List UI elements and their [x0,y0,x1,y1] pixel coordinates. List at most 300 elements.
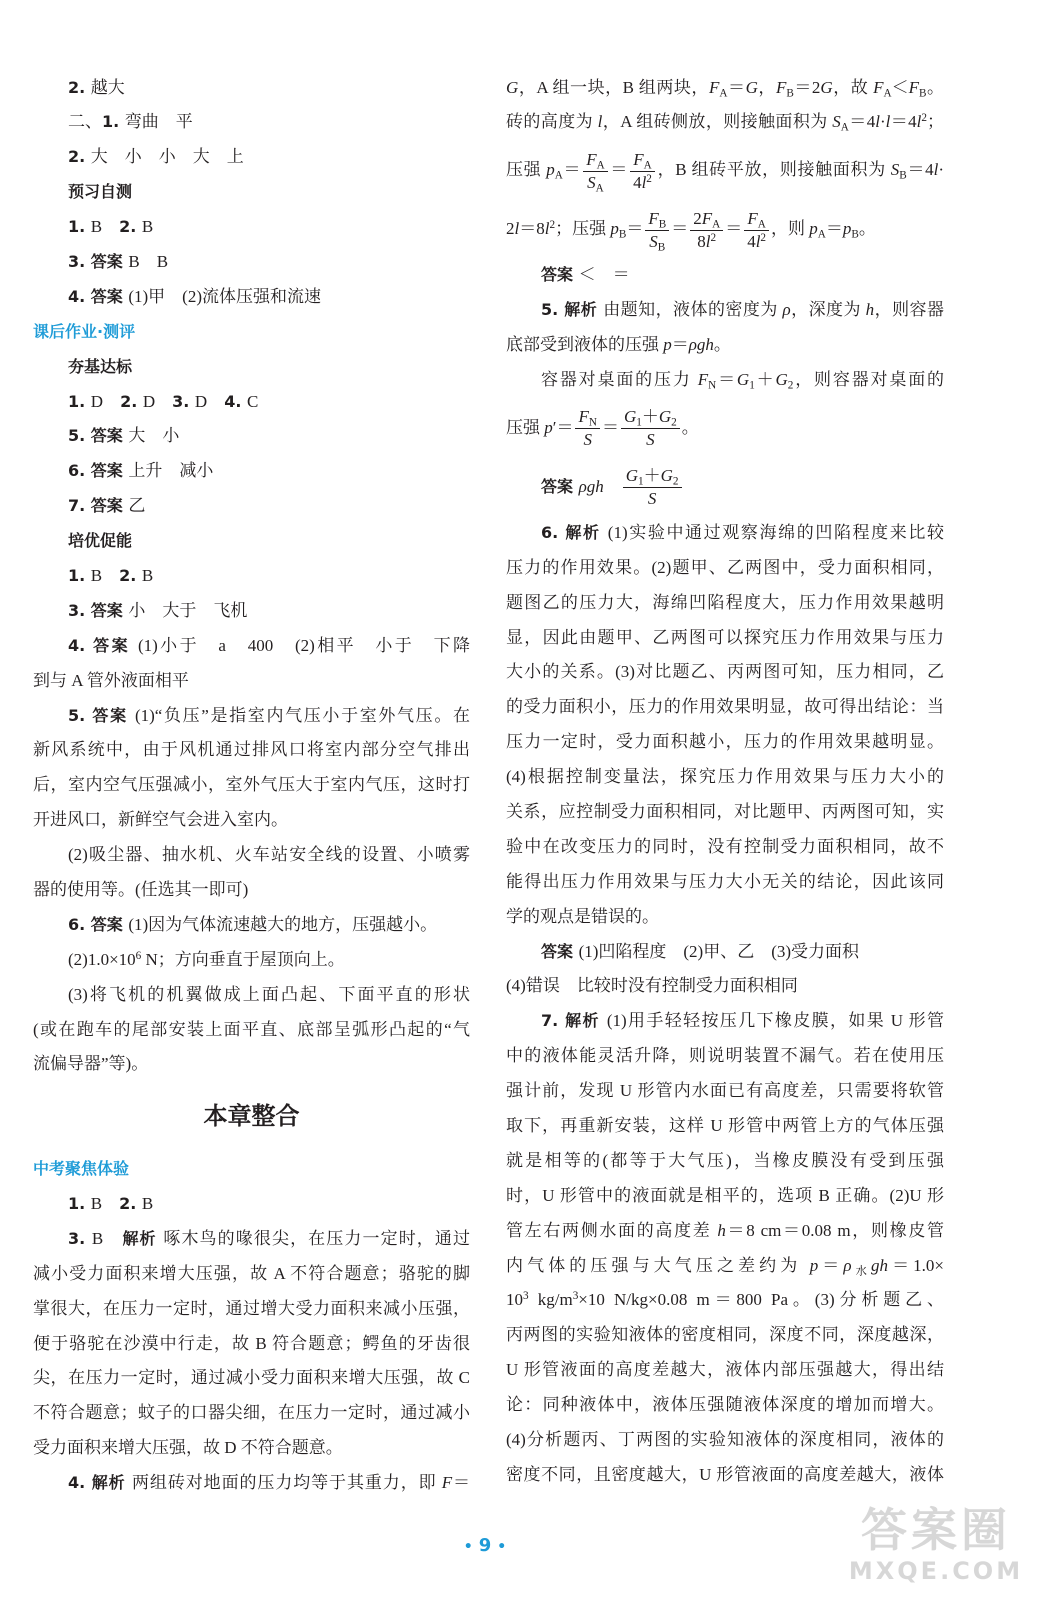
text-line [33,1187,470,1222]
text-line [33,1361,470,1396]
text-line [506,760,944,795]
math-variable: F [578,407,589,427]
math-variable: ρ [782,300,791,320]
paragraph [33,71,470,106]
superscript: 2 [646,172,652,185]
text-span: 能得出压力作用效果与压力大小无关的结论，因此该同 [506,871,944,891]
fraction-numerator [630,150,655,172]
text-line [33,105,470,140]
paragraph [33,175,470,210]
bold-label: 4. [224,391,247,411]
text-line [506,105,944,140]
text-line [33,210,470,245]
text-line [33,1396,470,1431]
text-span: 丙两图的实验知液体的密度相同，深度不同，深度越深， [506,1325,944,1345]
text-span: · [879,112,886,132]
text-span: 时，U 形管中的液面就是相平的，选项 B 正确。(2)U 形 [506,1185,944,1205]
math-variable: ρgh [578,476,604,496]
paragraph [506,516,944,935]
text-line [506,516,944,551]
math-variable: F [586,149,597,169]
subscript: A [596,159,605,172]
math-variable: G [736,369,750,389]
math-variable: gh [870,1255,888,1275]
text-span: 课后作业·测评 [33,321,136,341]
text-span: 大 小 小 大 上 [90,147,244,167]
footer-dot-left: • [463,1539,473,1555]
fraction [621,407,680,450]
fraction-numerator [583,150,608,172]
bold-label: 2. [119,565,142,585]
text-span: ； [927,112,944,132]
text-line [33,873,470,908]
math-variable: p [842,219,852,239]
paragraph [506,1004,944,1492]
superscript: 3 [523,1290,529,1303]
text-span: ＝ [562,160,582,180]
subscript: A [840,121,849,134]
continued-paragraph [506,969,944,1004]
text-span: ＝ [609,160,629,180]
bold-label: 4. 答案 [68,286,129,306]
text-span: kg/m [528,1290,573,1310]
paragraph [33,699,470,839]
fraction-numerator [690,209,723,231]
text-span: ＝ [626,219,644,239]
text-span: 。 [926,77,944,97]
text-line [506,258,944,293]
paragraph [33,454,470,489]
text-span: 器的使用等。(任选其一即可) [33,879,249,899]
math-variable: ρgh [688,335,714,355]
text-span: 开进风口，新鲜空气会进入室内。 [33,810,288,830]
math-variable: S [646,430,655,450]
text-span: ＝4 [890,112,917,132]
text-line [506,865,944,900]
text-span: ＝ [671,335,689,355]
text-line [506,199,944,258]
math-variable: l [875,112,880,132]
text-line [506,1388,944,1423]
paragraph [33,419,470,454]
text-span: 密度不同，且密度越大，U 形管液面的高度差越大，液体 [506,1464,944,1484]
text-span: 新风系统中，由于风机通过排风口将室内部分空气排出 [33,740,470,760]
paragraph [33,350,470,385]
bold-label: 解析 [122,1228,164,1248]
text-span: 到与 A 管外液面相平 [33,670,189,690]
text-span: ＜ ＝ [578,265,630,285]
text-span: 由题知，液体的密度为 [603,300,783,320]
math-variable: ρ [843,1255,852,1275]
text-span: 取下，再重新安装，这样 U 形管中两管上方的气体压强 [506,1115,944,1135]
text-line [506,1458,944,1493]
subscript: B [657,241,666,254]
text-span: (或在跑车的尾部安装上面平直、底部呈弧形凸起的“气 [33,1019,470,1039]
paragraph [33,489,470,524]
text-line [33,245,470,280]
text-span: 。 [713,335,731,355]
text-span: B [90,217,120,237]
text-span: 减小受力面积来增大压强，故 A 不符合题意；骆驼的脚 [33,1263,470,1283]
bold-label: 答案 [541,265,579,285]
math-variable: G [625,466,639,486]
math-variable: l [755,231,761,251]
math-variable: p [610,219,619,239]
text-span: ＝4 [906,160,934,180]
paragraph [33,594,470,629]
text-line [506,1249,944,1284]
paragraph [33,105,470,140]
text-span: (1)甲 (2)流体压强和流速 [128,286,322,306]
text-line [506,1353,944,1388]
math-variable: G [745,77,758,97]
bold-label: 3. 答案 [68,251,129,271]
bold-label: 1. [102,112,125,132]
fraction [690,209,723,252]
paragraph [33,559,470,594]
text-span: 不符合题意；蚊子的口器尖细，在压力一定时，通过减小 [33,1403,470,1423]
text-line [33,315,470,350]
text-span: 2 [506,219,515,239]
bold-label: 3. [172,391,195,411]
math-variable: l [705,231,711,251]
text-span: ，深度为 [790,300,866,320]
text-line [33,559,470,594]
text-span: (4)分析题丙、丁两图的实验知液体的深度相同，液体的 [506,1430,944,1449]
text-line [33,1082,470,1152]
math-variable: S [832,112,841,132]
fraction [645,209,669,252]
fraction [623,466,682,509]
subscript: 水 [851,1265,871,1278]
paragraph [33,1187,470,1222]
fraction-denominator [583,172,608,193]
math-variable: l [916,112,922,132]
fraction-denominator [623,488,682,509]
bold-label: 4. 解析 [68,1473,133,1493]
left-column [33,71,470,1502]
bold-label: 5. 解析 [541,300,604,320]
subscript: B [786,87,794,100]
subscript: A [712,218,721,231]
text-line [506,830,944,865]
text-span: ＝ [671,219,689,239]
paragraph [506,457,944,516]
text-span: B [141,1194,154,1214]
text-span: ＝2 [793,77,821,97]
text-line [506,725,944,760]
text-line [33,140,470,175]
text-line [33,1257,470,1292]
text-line [506,71,944,106]
math-variable: F [633,149,644,169]
text-line [506,293,944,328]
text-span: 的受力面积小，压力的作用效果明显，故可得出结论：当 [506,697,944,717]
text-line [33,385,470,420]
fraction-denominator [744,231,769,252]
bold-label: 6. 解析 [541,522,608,542]
text-span: ＝ [818,1255,844,1275]
superscript: 2 [760,231,767,244]
text-span: C [246,391,259,411]
math-variable: S [587,172,596,192]
paragraph [506,935,944,970]
bold-label: 2. [68,77,91,97]
paragraph [33,524,470,559]
text-span: 本章整合 [203,1102,300,1131]
math-variable: F [441,1473,453,1493]
math-variable: F [701,208,713,228]
fraction-denominator [690,231,723,252]
text-span: (1)小于 a 400 (2)相平 小于 下降 [137,635,470,655]
text-line [506,935,944,970]
math-variable: l [933,160,939,180]
text-span: 容器对桌面的压力 [541,369,698,389]
bold-label: 培优促能 [68,531,133,551]
text-line [506,1144,944,1179]
text-span: 强计前，发现 U 形管内水面已有高度差，只需要将软管 [506,1081,944,1101]
text-span: 2 [693,208,702,228]
bold-label: 5. 答案 [68,426,129,446]
text-span: 啄木鸟的喙很尖，在压力一定时，通过 [163,1228,470,1248]
fraction-numerator [575,407,600,429]
fraction-numerator [645,209,669,231]
subscript: A [817,228,826,241]
text-span: U 形管液面的高度差越大，液体内部压强越大，得出结 [506,1360,944,1380]
text-span: ＝ [601,417,619,437]
chapter-title [33,1082,470,1152]
math-variable: p [809,219,818,239]
text-line [33,908,470,943]
math-variable: l [885,112,891,132]
text-line [506,140,944,199]
text-span: 验中在改变压力的同时，没有控制受力面积相同，故不 [506,836,944,856]
text-span: B [141,565,154,585]
text-span: 。 [681,417,699,437]
subscript: A [643,159,652,172]
text-line [33,699,470,734]
site-watermark [831,1504,1041,1590]
paragraph [33,210,470,245]
subscript: B [851,228,859,241]
footer-dot-right: • [497,1539,507,1555]
text-line [33,489,470,524]
text-span: 学的观点是错误的。 [506,906,659,926]
text-span: D [90,391,121,411]
math-variable: S [647,489,657,509]
fraction [630,150,655,193]
text-span: ＝1.0× [887,1255,944,1275]
math-variable: h [717,1220,726,1240]
subscript: A [757,218,766,231]
text-span: ×10 N/kg×0.08 m＝800 Pa。(3)分析题乙、 [578,1290,944,1310]
text-span: 4 [747,231,756,251]
subscript: B [658,218,667,231]
text-line [506,1074,944,1109]
section-heading [33,315,470,350]
text-span: 尖，在压力一定时，通过减小受力面积来增大压强，故 C [33,1368,470,1388]
superscript: 2 [921,112,928,125]
text-line [506,363,944,398]
paragraph [33,280,470,315]
text-span: 关系，应控制受力面积相同，对比题甲、丙两图可知，实 [506,801,944,821]
text-span: D [142,391,173,411]
bold-label: 2. [120,391,143,411]
text-line [506,795,944,830]
text-line [33,664,470,699]
paragraph [33,1222,470,1466]
text-span: ＝8 cm＝0.08 m，则橡皮管 [725,1220,944,1240]
superscript: 2 [549,219,556,232]
superscript: 6 [135,949,142,962]
math-variable: F [697,369,709,389]
text-span: 压强 [506,417,545,437]
text-span: (1)凹陷程度 (2)甲、乙 (3)受力面积 [578,941,860,961]
text-span: 底部受到液体的压强 [506,335,664,355]
text-span: 二、 [68,112,102,132]
text-span: 后，室内空气压强减小，室外气压大于室内气压，这时打 [33,775,470,795]
subscript: B [618,228,627,241]
text-span: 题图乙的压力大，海绵凹陷程度大，压力作用效果越明 [506,592,944,612]
text-span: 弯曲 平 [124,112,193,132]
text-span: 8 [697,231,706,251]
math-variable: F [908,77,919,97]
subscript: B [919,87,927,100]
bold-label: 6. 答案 [68,914,129,934]
bold-label: 2. [119,217,142,237]
bold-label: 5. 答案 [68,705,135,725]
text-span: ， [757,77,776,97]
bold-label: 1. [68,391,91,411]
math-variable: F [708,77,720,97]
math-variable: G [658,407,672,427]
superscript: 2 [710,231,717,244]
text-line [33,454,470,489]
text-line [33,978,470,1013]
math-variable: S [890,160,900,180]
text-span: ，则 [771,219,810,239]
text-span: 压力一定时，受力面积越小，压力的作用效果越明显。 [506,732,944,752]
text-span: 乙 [128,496,146,516]
subscript: 2 [671,417,677,430]
paragraph [33,908,470,943]
text-line [33,803,470,838]
text-span: ＋ [641,407,659,427]
text-span: ＋ [754,369,776,389]
text-line [33,175,470,210]
text-span: ＝ [725,219,743,239]
math-variable: F [747,208,758,228]
bold-label: 7. 解析 [541,1011,607,1031]
text-line [506,398,944,457]
paragraph [33,140,470,175]
right-column [506,71,944,1493]
text-line [33,1222,470,1257]
text-line [33,733,470,768]
text-line [33,594,470,629]
subscript: N [708,379,717,392]
math-variable: S [583,430,592,450]
text-span: 大 小 [128,426,180,446]
text-line [506,655,944,690]
math-variable: F [648,208,659,228]
text-span [604,477,621,496]
text-span: ＜ [891,77,909,97]
math-variable: l [597,112,603,132]
math-variable: G [820,77,833,97]
fraction-denominator [645,231,669,252]
text-span: 越大 [90,77,125,97]
math-variable: G [623,407,637,427]
text-span: 砖的高度为 [506,112,598,132]
text-span: 受力面积来增大压强，故 D 不符合题意。 [33,1438,343,1458]
fraction-denominator [575,429,600,450]
text-span: 管左右两侧水面的高度差 [506,1220,718,1240]
fraction [575,407,600,450]
math-variable: p [663,335,672,355]
text-span: 压强 [506,160,547,180]
text-span: ，则容器对桌面的 [793,369,944,389]
text-span: B B [128,251,169,271]
bold-label: 2. [119,1194,142,1214]
text-span: 内气体的压强与大气压之差约为 [506,1255,810,1275]
text-span: 4 [633,172,642,192]
paragraph [506,363,944,457]
paragraph [33,629,470,699]
superscript: 3 [572,1290,579,1303]
text-line [33,943,470,978]
text-line [33,1431,470,1466]
bold-label: 6. 答案 [68,461,129,481]
text-span: ＝8 [519,219,545,239]
paragraph [33,245,470,280]
text-span: B [141,217,154,237]
text-line [506,1283,944,1318]
text-span: B [91,1228,123,1248]
text-line [506,1004,944,1039]
text-span: ＝ [716,369,737,389]
text-span: (1)因为气体流速越大的地方，压强越小。 [128,914,438,934]
text-span: ′＝ [552,417,574,437]
bold-label: 1. [68,1194,91,1214]
fraction [744,209,769,252]
fraction-numerator [623,466,682,488]
text-span: ，则容器 [874,300,944,320]
text-line [506,586,944,621]
math-variable: l [641,172,647,192]
text-span: 就是相等的(都等于大气压)，当橡皮膜没有受到压强 [506,1150,944,1170]
subscript: A [719,87,728,100]
text-line [33,1013,470,1048]
text-line [506,1423,944,1458]
paragraph [506,258,944,293]
text-line [506,969,944,1004]
subscript: B [899,169,907,182]
bold-label: 3. [68,1228,92,1248]
text-span: 论：同种液体中，液体压强随液体深度的增加而增大。 [506,1395,944,1415]
text-span: 大小的关系。(3)对比题乙、丙两图可知，压力相同，乙 [506,662,944,682]
text-line [506,621,944,656]
text-span: (1)用手轻轻按压几下橡皮膜，如果 U 形管 [606,1011,944,1031]
text-span: ；压强 [555,219,611,239]
math-variable: G [775,369,788,389]
bold-label: 答案 [541,941,579,961]
math-variable: F [775,77,787,97]
bold-label: 2. [68,147,91,167]
math-variable: G [660,466,673,486]
text-line [506,1039,944,1074]
text-line [506,1214,944,1249]
